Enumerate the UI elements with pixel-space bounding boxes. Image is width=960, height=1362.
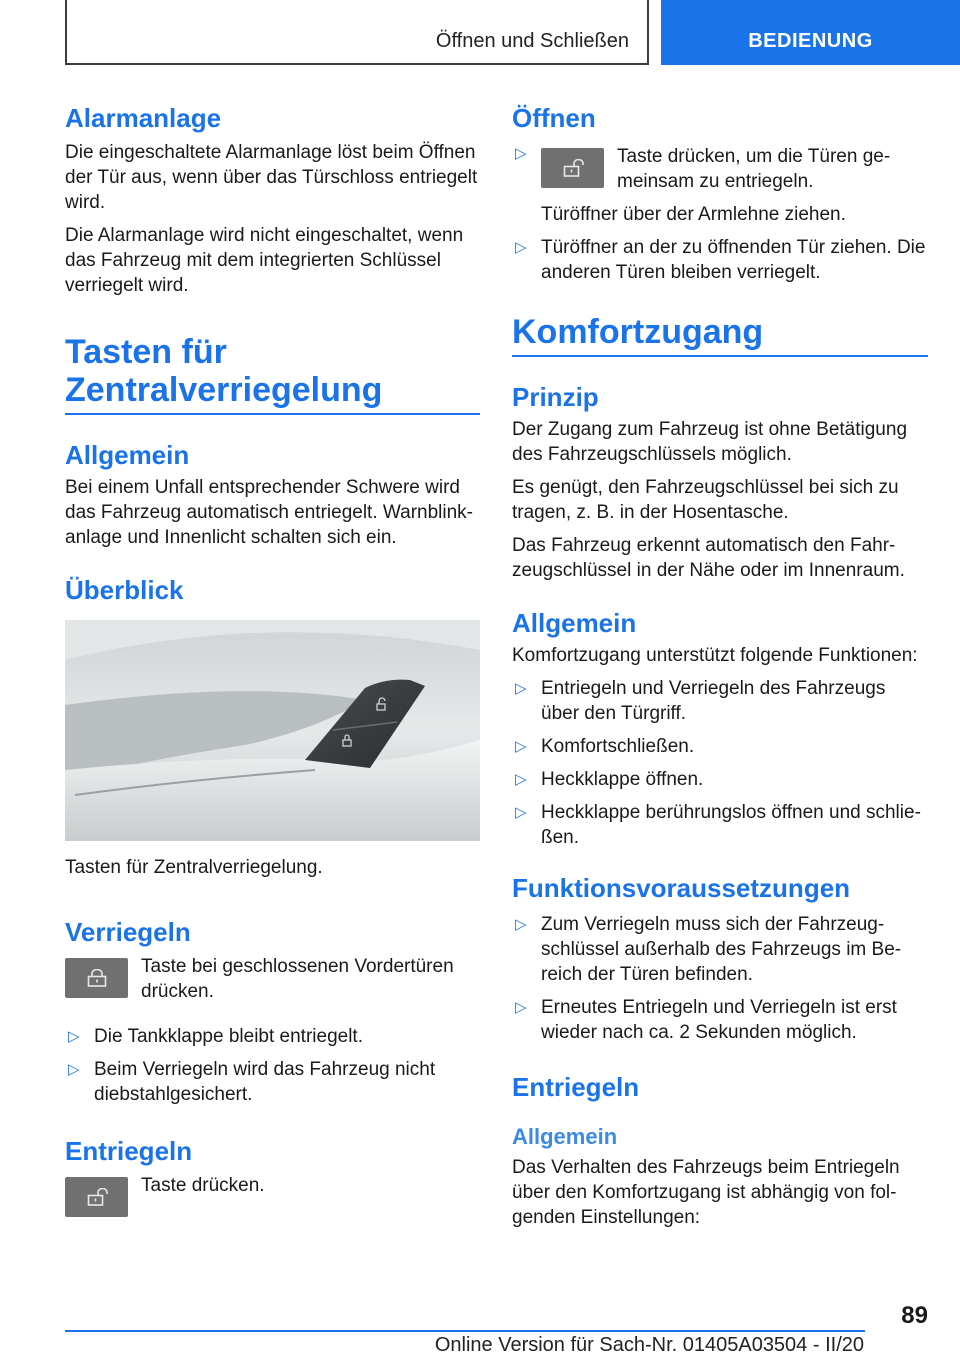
- lock-text: Taste bei geschlossenen Vordertüren drücken.: [141, 956, 454, 1002]
- general-heading: Allgemein: [512, 608, 637, 638]
- alarm-paragraph-1: Die eingeschaltete Alarmanlage löst beim Öffnen der Tür aus, wenn über das Türschloss entriegelt wird.: [65, 142, 478, 213]
- principle-paragraph-1: Der Zugang zum Fahrzeug ist ohne Betätigung des Fahrzeugschlüssels möglich.: [512, 419, 908, 465]
- door-panel-illustration: [65, 620, 480, 841]
- principle-heading: Prinzip: [512, 382, 599, 412]
- lock-heading: Verriegeln: [65, 917, 191, 947]
- footer-divider: [65, 1330, 865, 1332]
- main-heading: Tasten für Zentralverriegelung: [65, 333, 480, 415]
- lock-button-graphic: [65, 958, 128, 998]
- bullet-triangle-icon: ▷: [515, 738, 527, 755]
- door-buttons-photo: [65, 620, 480, 841]
- list-item-text: Türöffner an der zu öffnenden Tür ziehen. Die anderen Türen bleiben verriegelt.: [541, 237, 926, 283]
- header-section-box: [65, 0, 649, 65]
- general-heading: Allgemein: [65, 440, 190, 470]
- comfort-heading: Komfortzugang: [512, 313, 928, 357]
- right-column: [512, 102, 928, 1230]
- list-item-text: Erneutes Entriegeln und Verriegeln ist erst wieder nach ca. 2 Sekunden möglich.: [541, 997, 897, 1043]
- chapter-tab-label: BEDIENUNG: [748, 30, 873, 52]
- bullet-triangle-icon: ▷: [515, 145, 527, 162]
- principle-paragraph-2: Es genügt, den Fahrzeugschlüssel bei sich zu tragen, z. B. in der Hosentasche.: [512, 477, 899, 523]
- list-item-text: Die Tankklappe bleibt entriegelt.: [94, 1026, 363, 1047]
- list-item-text: Heckklappe berührungslos öffnen und schließen.: [541, 802, 921, 848]
- bullet-triangle-icon: ▷: [515, 771, 527, 788]
- bullet-triangle-icon: ▷: [515, 239, 527, 256]
- unlock-button-graphic: [541, 148, 604, 188]
- list-item-text: Zum Verriegeln muss sich der Fahrzeugschlüssel außerhalb des Fahrzeugs im Bereich der Türen befinden.: [541, 914, 902, 985]
- photo-caption: Tasten für Zentralverriegelung.: [65, 857, 323, 878]
- unlock-instruction: [65, 1173, 480, 1215]
- list-item: [512, 912, 928, 987]
- list-item: [512, 144, 928, 194]
- list-item-text: Heckklappe öffnen.: [541, 769, 704, 790]
- overview-heading: Überblick: [65, 575, 184, 605]
- bullet-triangle-icon: ▷: [68, 1028, 80, 1045]
- lock-closed-icon: [87, 969, 107, 987]
- unlock-heading: Entriegeln: [512, 1072, 640, 1102]
- section-title: Öffnen und Schließen: [435, 30, 629, 52]
- alarm-heading: Alarmanlage: [65, 103, 222, 133]
- list-item: [512, 235, 928, 285]
- left-column: [65, 102, 480, 1215]
- list-item-text: Taste drücken, um die Türen gemeinsam zu entriegeln.: [617, 146, 891, 192]
- general-paragraph: Bei einem Unfall entsprechender Schwere wird das Fahrzeug automatisch entriegelt. Warnblinkanlage und Innenlicht schalten sich ein.: [65, 477, 473, 548]
- lock-open-icon: [563, 159, 585, 177]
- bullet-triangle-icon: ▷: [515, 916, 527, 933]
- alarm-paragraph-2: Die Alarmanlage wird nicht eingeschaltet, wenn das Fahrzeug mit dem integrierten Schlüssel verriegelt wird.: [65, 225, 464, 296]
- list-item: [512, 995, 928, 1045]
- list-item-text: Komfortschließen.: [541, 736, 695, 757]
- chapter-tab[interactable]: [661, 0, 960, 65]
- unlock-heading: Entriegeln: [65, 1136, 193, 1166]
- list-item: [65, 1024, 480, 1049]
- bullet-triangle-icon: ▷: [515, 680, 527, 697]
- open-bullet1-continuation: Türöffner über der Armlehne ziehen.: [541, 204, 846, 225]
- page-number: 89: [901, 1302, 928, 1329]
- principle-paragraph-3: Das Fahrzeug erkennt automatisch den Fahrzeugschlüssel in der Nähe oder im Innenraum.: [512, 535, 905, 581]
- list-item-text: Beim Verriegeln wird das Fahrzeug nicht diebstahlgesichert.: [94, 1059, 436, 1105]
- list-item: [512, 767, 928, 792]
- general-paragraph: Komfortzugang unterstützt folgende Funktionen:: [512, 645, 918, 666]
- list-item: [512, 734, 928, 759]
- lock-open-icon: [87, 1188, 109, 1206]
- bullet-triangle-icon: ▷: [515, 999, 527, 1016]
- list-item: [65, 1057, 480, 1107]
- unlock-sub-heading: Allgemein: [512, 1124, 618, 1149]
- unlock-paragraph: Das Verhalten des Fahrzeugs beim Entriegeln über den Komfortzugang ist abhängig von folgenden Einstellungen:: [512, 1157, 900, 1228]
- footer-online-version: Online Version für Sach-Nr. 01405A03504 - II/20: [434, 1334, 864, 1356]
- requirements-heading: Funktionsvoraussetzungen: [512, 873, 851, 903]
- list-item-text: Entriegeln und Verriegeln des Fahrzeugs über den Türgriff.: [541, 678, 886, 724]
- open-heading: Öffnen: [512, 103, 596, 133]
- list-item: [512, 800, 928, 850]
- bullet-triangle-icon: ▷: [515, 804, 527, 821]
- unlock-text: Taste drücken.: [141, 1175, 265, 1196]
- unlock-button-graphic: [65, 1177, 128, 1217]
- bullet-triangle-icon: ▷: [68, 1061, 80, 1078]
- list-item: [512, 676, 928, 726]
- lock-instruction: [65, 954, 480, 1004]
